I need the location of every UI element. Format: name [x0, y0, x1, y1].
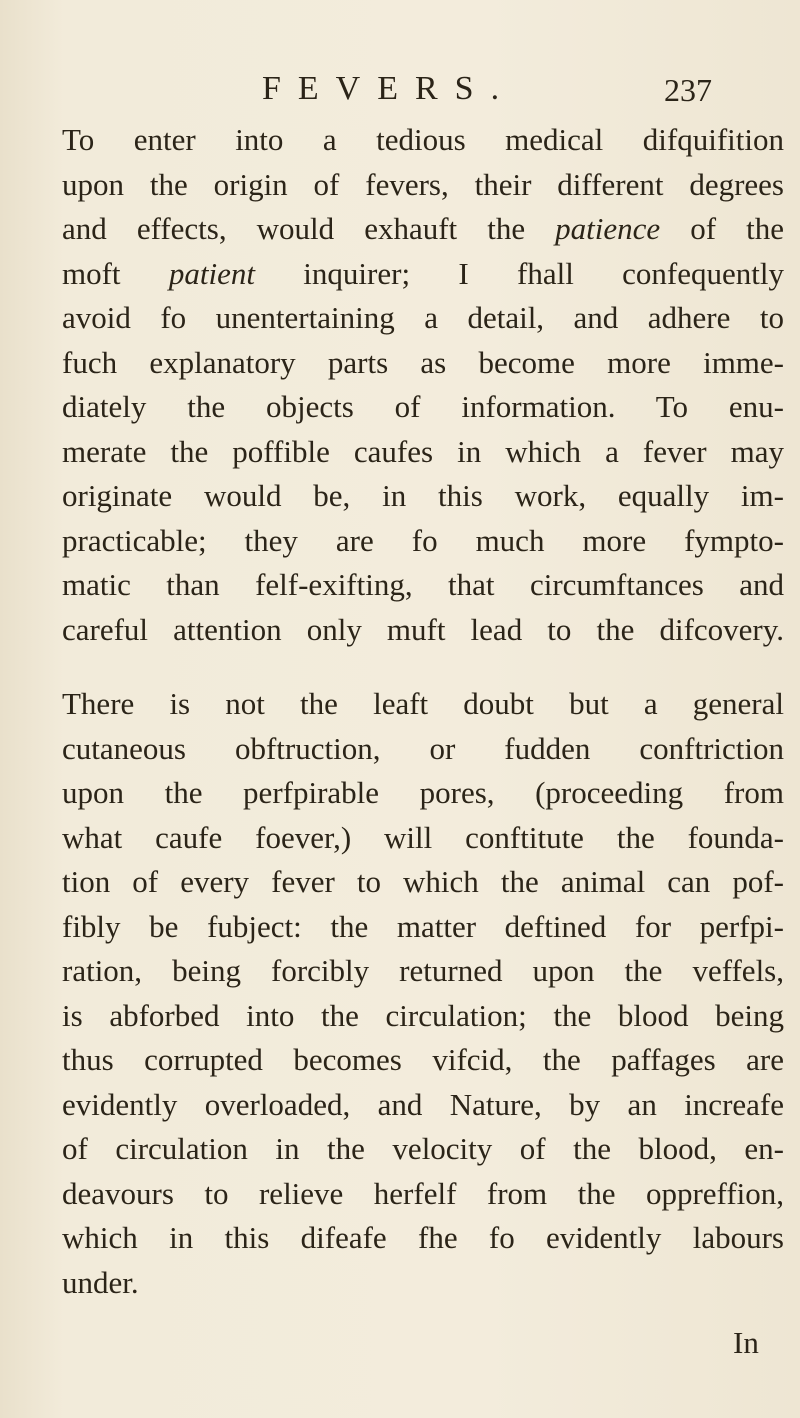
running-head: FEVERS.: [262, 70, 517, 107]
page-header: [0, 70, 800, 110]
text-line: upon the perfpirable pores, (proceeding from: [62, 775, 784, 810]
text-line: There is not the leaft doubt but a general: [62, 686, 784, 721]
text-line: fibly be fubject: the matter deftined for perfpi-: [62, 908, 784, 944]
text-line: is abforbed into the circulation; the blood being: [62, 997, 784, 1033]
text-line: what caufe foever,) will conftitute the founda-: [62, 819, 784, 855]
text-line: moft patient inquirer; I fhall confequently: [62, 255, 784, 291]
text-line: avoid fo unentertaining a detail, and adhere to: [62, 300, 784, 335]
paragraph-1: [62, 118, 784, 652]
text-line: diately the objects of information. To enu-: [62, 389, 784, 424]
text-line: tion of every fever to which the animal can pof-: [62, 864, 784, 899]
text-line: careful attention only muft lead to the difcovery.: [62, 611, 784, 647]
text-line: matic than felf-exifting, that circumftances and: [62, 567, 784, 602]
text-line: originate would be, in this work, equally im-: [62, 478, 784, 513]
text-line: of circulation in the velocity of the blood, en-: [62, 1131, 784, 1166]
paragraph-2: [62, 682, 784, 1305]
text-line: To enter into a tedious medical difquifition: [62, 122, 784, 157]
italic-word: patience: [555, 211, 661, 246]
page-number: 237: [664, 72, 712, 108]
text-line: thus corrupted becomes vifcid, the paffages are: [62, 1042, 784, 1077]
text-line: evidently overloaded, and Nature, by an increafe: [62, 1086, 784, 1122]
catchword: In: [733, 1325, 759, 1360]
text-line: under.: [62, 1264, 139, 1300]
text-line: and effects, would exhauft the patience of the: [62, 211, 784, 246]
text-line: deavours to relieve herfelf from the oppreffion,: [62, 1175, 784, 1211]
text-line: ration, being forcibly returned upon the veffels,: [62, 953, 784, 988]
italic-word: patient: [168, 255, 255, 291]
text-line: fuch explanatory parts as become more imme-: [62, 344, 784, 380]
text-line: upon the origin of fevers, their different degrees: [62, 166, 784, 202]
text-line: merate the poffible caufes in which a fever may: [62, 433, 784, 469]
text-line: practicable; they are fo much more fympto-: [62, 522, 784, 558]
text-line: which in this difeafe fhe fo evidently labours: [62, 1220, 784, 1255]
text-line: cutaneous obftruction, or fudden conftriction: [62, 730, 784, 766]
